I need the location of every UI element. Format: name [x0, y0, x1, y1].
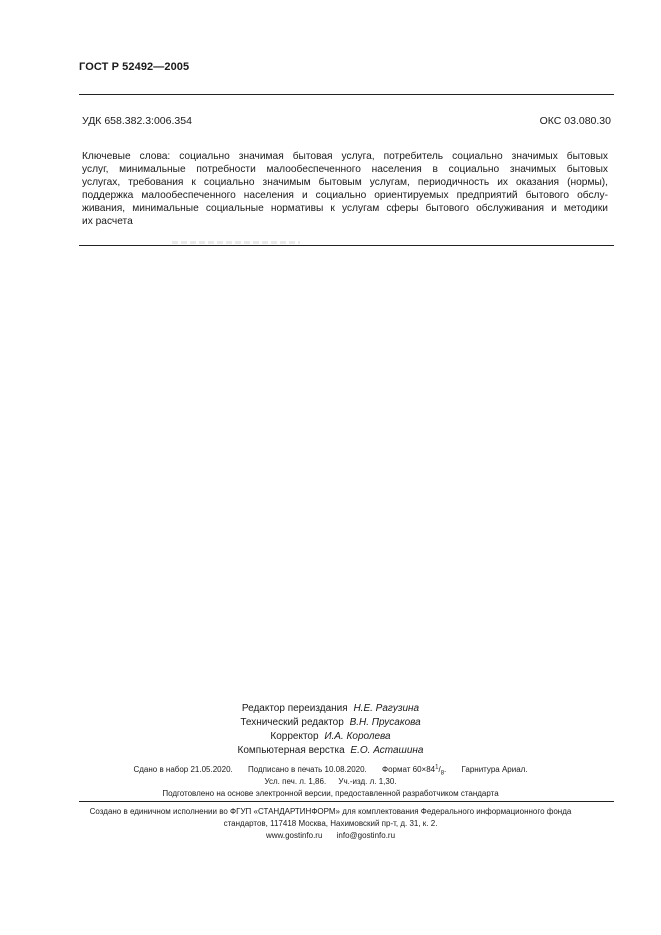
keywords-line: Ключевые слова: социально значимая бытовая услуга, потребитель социально значимых бытовых: [82, 151, 608, 162]
publisher-info: [0, 806, 661, 842]
publisher-line-2: стандартов, 117418 Москва, Нахимовский пр-т, д. 31, к. 2.: [223, 819, 438, 828]
keywords-line: живания, минимальные социальные нормативы к услугам сферы бытового обслуживания и методики: [82, 203, 608, 214]
staff-row-layout: [0, 744, 661, 758]
keywords-line: услугах, требования к социально значимым бытовым услугам, периодичность их оказания (нормы),: [82, 177, 608, 188]
staff-row-tech-editor: [0, 716, 661, 730]
staff-role: Технический редактор: [240, 717, 344, 728]
oks-code: ОКС 03.080.30: [539, 115, 611, 127]
publisher-sheets: Уч.-изд. л. 1,30.: [338, 777, 397, 786]
faint-scan-mark: [172, 241, 300, 244]
publisher-line-1: Создано в единичном исполнении во ФГУП «СТАНДАРТИНФОРМ» для комплектования Федерального информационного фонда: [89, 807, 572, 816]
editorial-staff: [0, 702, 661, 758]
staff-name: Н.Е. Рагузина: [353, 703, 420, 714]
document-code: ГОСТ Р 52492—2005: [79, 61, 190, 73]
keywords-divider: [79, 245, 614, 246]
staff-role: Компьютерная верстка: [237, 745, 345, 756]
keywords-line: поддержка малообеспеченного населения и социально ориентируемых предприятий бытового обслу-: [82, 190, 608, 201]
staff-name: Е.О. Асташина: [350, 745, 424, 756]
keywords-paragraph: [82, 150, 608, 228]
print-info-line-2: [0, 776, 661, 788]
staff-name: В.Н. Прусакова: [349, 717, 421, 728]
signed-date: Подписано в печать 10.08.2020.: [247, 765, 367, 774]
publisher-contacts: [0, 830, 661, 842]
staff-row-proofreader: [0, 730, 661, 744]
udk-code: УДК 658.382.3:006.354: [82, 115, 192, 127]
website-link[interactable]: www.gostinfo.ru: [265, 831, 323, 840]
paper-format: Формат $60\times 84^1/_8$.: [382, 764, 447, 777]
email-link[interactable]: info@gostinfo.ru: [336, 831, 396, 840]
staff-name: И.А. Королева: [324, 731, 391, 742]
print-info-line-1: [0, 764, 661, 776]
header-divider: [79, 94, 614, 95]
keywords-line: их расчета: [82, 216, 133, 227]
footer-divider: [79, 801, 614, 802]
staff-role: Корректор: [270, 731, 319, 742]
print-sheets: Усл. печ. л. 1,86.: [264, 777, 327, 786]
staff-role: Редактор переиздания: [241, 703, 348, 714]
prepared-note: Подготовлено на основе электронной версии, предоставленной разработчиком стандарта: [162, 789, 499, 798]
staff-row-editor: [0, 702, 661, 716]
keywords-line: услуг, минимальные потребности малообеспеченного населения в социально значимых бытовых: [82, 164, 608, 175]
typeset-date: Сдано в набор 21.05.2020.: [133, 765, 233, 774]
print-info: [0, 764, 661, 800]
font-name: Гарнитура Ариал.: [461, 765, 528, 774]
